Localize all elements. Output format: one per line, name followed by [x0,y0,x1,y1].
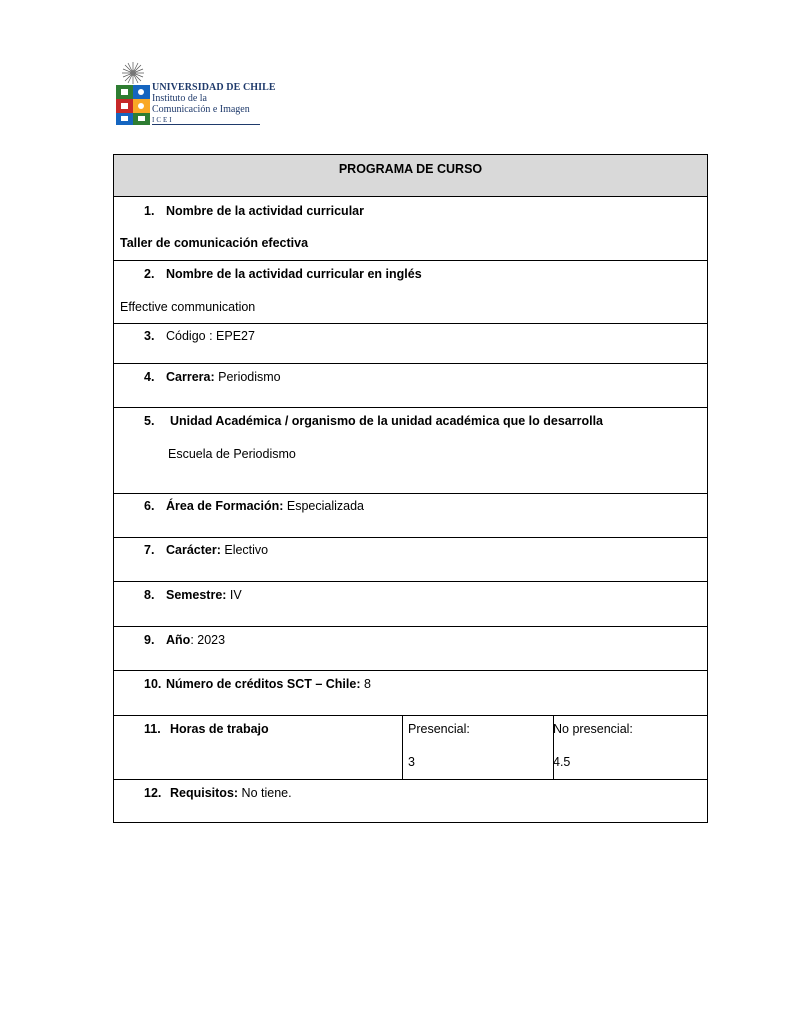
section-4-value: Periodismo [214,370,281,384]
section-2-label: Nombre de la actividad curricular en inglés [166,267,422,281]
section-9-value: : 2023 [190,633,226,647]
section-10-label: Número de créditos SCT – Chile: [166,677,361,691]
table-header-row [114,155,707,197]
presencial-value: 3 [408,755,415,769]
section-6-label: Área de Formación: [166,499,284,513]
section-2-row [114,261,707,324]
section-8-row [114,582,707,627]
table-title: PROGRAMA DE CURSO [338,162,483,176]
section-10-value: 8 [360,677,371,691]
section-11-label: Horas de trabajo [170,722,269,736]
section-11-divider-1 [402,716,403,779]
section-3-row [114,324,707,364]
section-5-number: 5. [144,414,155,428]
section-11-number: 11. [144,722,161,736]
no-presencial-value: 4.5 [553,755,571,769]
section-3-label: Código : EPE27 [166,329,255,343]
no-presencial-label: No presencial: [553,722,633,736]
institute-line-1: Instituto de la [152,93,207,104]
section-8-value: IV [226,588,242,602]
section-1-row [114,197,707,261]
section-4-label: Carrera: [166,370,215,384]
section-7-row [114,538,707,582]
logo-underline [152,124,260,125]
section-1-label: Nombre de la actividad curricular [166,204,364,218]
section-12-value: No tiene. [238,786,292,800]
section-4-row [114,364,707,408]
section-6-number: 6. [144,499,155,513]
section-2-value: Effective communication [120,300,256,314]
section-8-content [166,588,242,602]
section-10-row [114,671,707,716]
section-6-row [114,494,707,538]
section-1-value: Taller de comunicación efectiva [120,236,309,250]
section-8-number: 8. [144,588,155,602]
section-5-value: Escuela de Periodismo [168,447,296,461]
section-4-number: 4. [144,370,155,384]
section-11-row [114,716,707,780]
section-7-value: Electivo [220,543,269,557]
section-6-value: Especializada [283,499,364,513]
section-12-label: Requisitos: [170,786,239,800]
section-7-number: 7. [144,543,155,557]
section-12-content [170,786,292,800]
section-9-row [114,627,707,671]
presencial-label: Presencial: [408,722,470,736]
section-1-number: 1. [144,204,155,218]
logo-text [152,82,276,126]
university-name: UNIVERSIDAD DE CHILE [152,82,276,93]
section-3-number: 3. [144,329,155,343]
section-8-label: Semestre: [166,588,227,602]
section-10-content [166,677,371,691]
section-12-row [114,780,707,822]
section-10-number: 10. [144,677,162,691]
section-2-number: 2. [144,267,155,281]
section-9-number: 9. [144,633,155,647]
section-12-number: 12. [144,786,162,800]
section-9-content [166,633,225,647]
course-program-table [113,154,708,823]
section-5-label: Unidad Académica / organismo de la unidad académica que lo desarrolla [170,414,604,428]
section-6-content [166,499,364,513]
section-9-label: Año [166,633,191,647]
university-crest-icon [114,60,152,128]
section-7-content [166,543,268,557]
institute-line-2: Comunicación e Imagen [152,104,250,115]
section-4-content [166,370,281,384]
section-7-label: Carácter: [166,543,221,557]
university-logo [114,60,276,128]
section-5-row [114,408,707,494]
institute-acronym: ICEI [152,116,174,124]
